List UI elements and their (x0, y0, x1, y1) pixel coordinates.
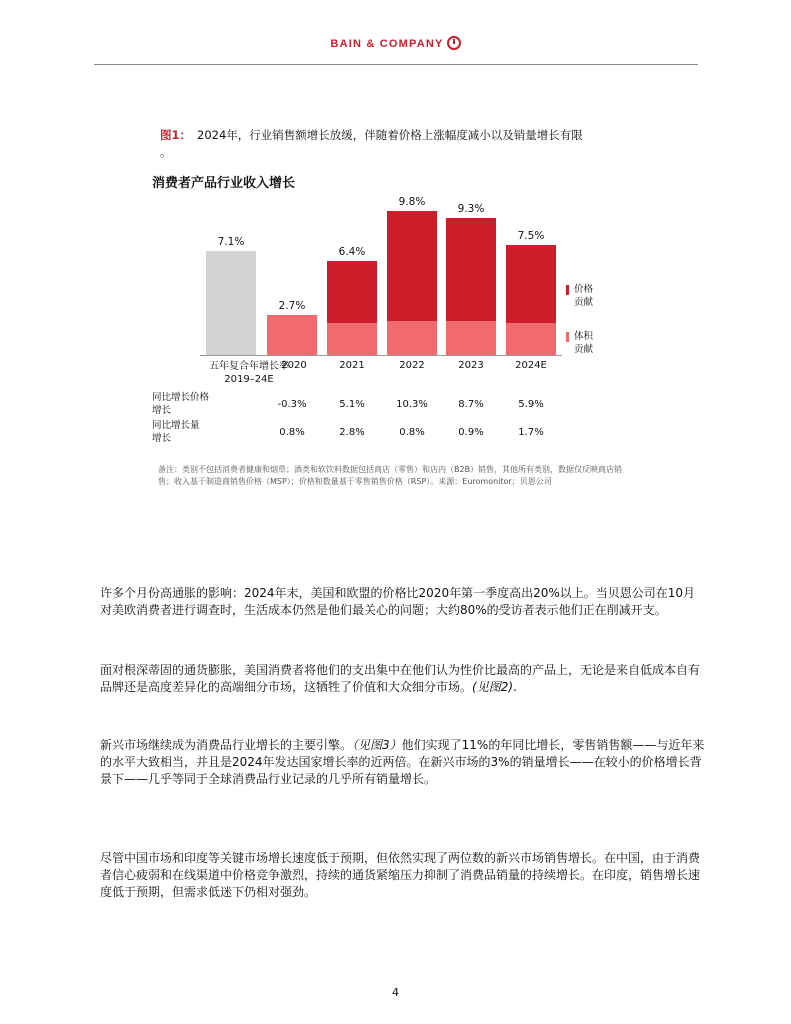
legend-price-swatch (566, 285, 569, 295)
x-axis (200, 355, 562, 356)
paragraph-1: 许多个月份高通胀的影响：2024年末，美国和欧盟的价格比2020年第一季度高出20%以上。当贝恩公司在10月对美欧消费者进行调查时，生活成本仍然是他们最关心的问题；大约80%的受访者表示他们正在削减开支。 (100, 586, 696, 617)
figure-caption-cont: 。 (160, 145, 172, 159)
bar-2021-price (327, 261, 377, 323)
paragraph-2 (100, 662, 705, 696)
table-cell: 5.1% (339, 399, 365, 410)
table-cell: 5.9% (518, 399, 544, 410)
table-row-label-price-line1: 同比增长价格 (152, 392, 210, 403)
table-cell: 0.8% (279, 427, 305, 438)
bar-2024-price (506, 245, 556, 323)
legend-volume-swatch (566, 332, 569, 342)
brand-logo (0, 36, 791, 50)
paragraph-2-text: 面对根深蒂固的通货膨胀，美国消费者将他们的支出集中在他们认为性价比最高的产品上，无论是来自低成本自有品牌还是高度差异化的高端细分市场，这牺牲了价值和大众细分市场。 (100, 663, 701, 694)
bar-2024-volume (506, 323, 556, 355)
figure-2-reference[interactable]: (见图2) (472, 680, 514, 694)
legend-price-line2: 贡献 (574, 297, 594, 308)
legend-volume-line1: 体积 (574, 331, 594, 342)
value-label-2020: 2.7% (278, 300, 306, 313)
figure-caption (160, 127, 640, 161)
x-label-2022: 2022 (399, 360, 425, 371)
header-rule (94, 64, 698, 65)
value-label-2021: 6.4% (338, 245, 366, 258)
x-label-cagr-line1: 五年复合年增长率 (209, 361, 289, 372)
x-label-cagr-line2: 2019–24E (224, 374, 274, 385)
table-cell: 0.9% (458, 427, 484, 438)
paragraph-4: 尽管中国市场和印度等关键市场增长速度低于预期，但依然实现了两位数的新兴市场销售增长。在中国，由于消费者信心疲弱和在线渠道中价格竞争激烈，持续的通货紧缩压力抑制了消费品销量的持续增长。在印度，销售增长速度低于预期，但需求低迷下仍相对强劲。 (100, 851, 701, 899)
chart-title: 消费者产品行业收入增长 (152, 176, 296, 191)
bar-cagr (206, 251, 256, 355)
table-cell: 1.7% (518, 427, 544, 438)
bar-2021-volume (327, 323, 377, 355)
figure-label: 图1： (160, 128, 192, 142)
table-row-label-volume-line2: 增长 (152, 433, 172, 444)
paragraph-2-end: . (513, 680, 517, 694)
table-cell: 0.8% (399, 427, 425, 438)
bar-2023-price (446, 218, 496, 321)
brand-name: BAIN & COMPANY (330, 38, 444, 50)
value-label-2022: 9.8% (398, 195, 426, 208)
value-label-2024: 7.5% (517, 229, 545, 242)
x-label-2020: 2020 (281, 360, 307, 371)
bar-2023-volume (446, 321, 496, 355)
table-cell: 8.7% (458, 399, 484, 410)
table-row-label-price-line2: 增长 (152, 405, 172, 416)
figure-caption-text: 2024年，行业销售额增长放缓，伴随着价格上涨幅度减小以及销量增长有限 (197, 128, 583, 142)
table-cell: 10.3% (396, 399, 428, 410)
paragraph-3 (100, 737, 705, 788)
value-label-2023: 9.3% (457, 203, 485, 216)
bar-2022-price (387, 211, 437, 321)
legend-price-line1: 价格 (574, 284, 594, 295)
brand-mark-icon (447, 36, 461, 50)
bar-2022-volume (387, 321, 437, 355)
x-label-2023: 2023 (458, 360, 484, 371)
page-number: 4 (392, 986, 399, 999)
figure-notes: 备注：类别不包括消费者健康和烟草；酒类和软饮料数据包括商店（零售）和店内（B2B）销售，其他所有类别，数据仅反映商店销售；收入基于制造商销售价格（MSP）；价格和数量基于零售销售价格（RSP）。来源：Euromonitor；贝恩公司 (158, 465, 623, 486)
figure-3-reference[interactable]: （见图3） (352, 738, 402, 752)
table-row-label-volume-line1: 同比增长量 (152, 420, 200, 431)
paragraph-3-lead: 新兴市场继续成为消费品行业增长的主要引擎。 (100, 738, 353, 752)
bar-2020-volume (267, 315, 317, 355)
x-label-2024: 2024E (515, 360, 547, 371)
table-row-label-price (152, 391, 232, 417)
value-label-cagr: 7.1% (217, 235, 245, 248)
x-label-2021: 2021 (339, 360, 365, 371)
table-row-label-volume (152, 419, 232, 445)
paragraph-3-text: 他们实现了11%的年同比增长，零售销售额——与近年来的水平大致相当，并且是2024年发达国家增长率的近两倍。在新兴市场的3%的销量增长——在较小的价格增长背景下——几乎等同于全球消费品行业记录的几乎所有销量增长。 (100, 738, 705, 786)
legend-volume-line2: 贡献 (574, 344, 594, 355)
table-cell: -0.3% (277, 399, 307, 410)
legend-price (566, 283, 593, 309)
table-cell: 2.8% (339, 427, 365, 438)
legend-volume (566, 330, 593, 356)
